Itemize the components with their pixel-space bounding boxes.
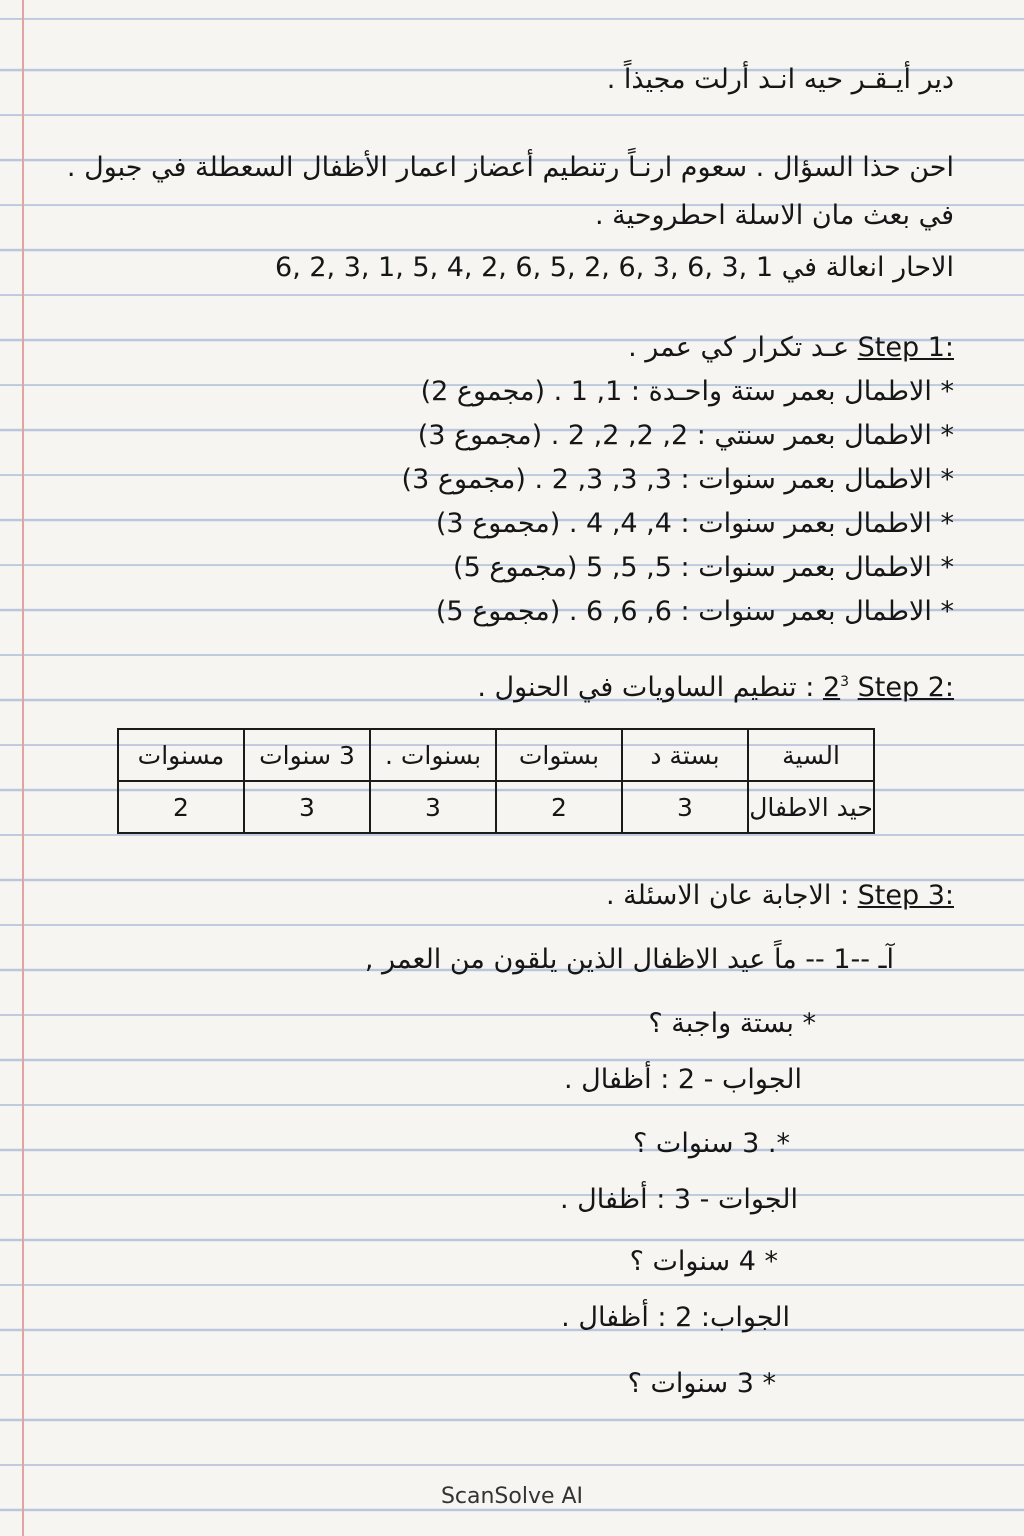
intro-line-3: في بعث مان الاسلة احطروحية . bbox=[594, 200, 954, 231]
ages-list-values: 6, 2, 3, 1, 5, 4, 2, 6, 5, 2, 6, 3, 6, 3, 1 bbox=[275, 252, 773, 283]
table-header-row bbox=[118, 729, 874, 781]
intro-line-2: احن حذا السؤال . سعوم ارنـاً رتنطيم أعضاز اعمار الأظفال السعطلة في جبول . bbox=[66, 152, 954, 183]
ages-list-line bbox=[275, 252, 954, 283]
sub-question: * 3 سنوات ؟ bbox=[627, 1368, 776, 1399]
step2-heading bbox=[477, 672, 954, 703]
sub-question: *. 3 سنوات ؟ bbox=[633, 1128, 790, 1159]
table-cell: حيد الاطفال bbox=[748, 781, 874, 833]
table-cell: بستوات bbox=[496, 729, 622, 781]
table-cell: 2 bbox=[118, 781, 244, 833]
footer-watermark: ScanSolve AI bbox=[440, 1484, 584, 1509]
table-cell: 3 bbox=[622, 781, 748, 833]
step1-item: * الاطمال بعمر سنوات : 5, 5, 5 (مجموع 5) bbox=[453, 552, 954, 583]
step1-heading bbox=[628, 332, 954, 363]
step2-number: $2^3$ bbox=[822, 672, 850, 703]
step1-item: * الاطمال بعمر ستة واحـدة : 1, 1 . (مجموع 2) bbox=[420, 376, 954, 407]
question-line: آـ --1 -- ماً عيد الاظفال الذين يلقون من العمر , bbox=[364, 944, 894, 975]
table-cell: السية bbox=[748, 729, 874, 781]
notebook-margin-line bbox=[22, 0, 24, 1536]
table-row bbox=[118, 781, 874, 833]
table-cell: 3 bbox=[370, 781, 496, 833]
step3-label: Step 3: bbox=[857, 880, 954, 911]
table-cell: 2 bbox=[496, 781, 622, 833]
table-cell: بسنوات . bbox=[370, 729, 496, 781]
table-cell: مسنوات bbox=[118, 729, 244, 781]
step3-heading bbox=[606, 880, 954, 911]
step1-item: * الاطمال بعمر سنوات : 4, 4, 4 . (مجموع 3) bbox=[435, 508, 954, 539]
step1-item: * الاطمال بعمر سنتي : 2, 2, 2, 2 . (مجموع 3) bbox=[417, 420, 954, 451]
age-frequency-table bbox=[117, 728, 875, 834]
ages-list-label: الاحار انعالة في bbox=[781, 252, 954, 283]
step1-item: * الاطمال بعمر سنوات : 3, 3, 3, 2 . (مجموع 3) bbox=[401, 464, 954, 495]
answer-line: الجوات - 3 : أظفال . bbox=[559, 1184, 798, 1215]
sub-question: * 4 سنوات ؟ bbox=[629, 1246, 778, 1277]
sub-question: * بستة واجبة ؟ bbox=[648, 1008, 816, 1039]
table-cell: 3 bbox=[244, 781, 370, 833]
step1-title: عـد تكرار كي عمر . bbox=[628, 332, 850, 363]
table-cell: بستة د bbox=[622, 729, 748, 781]
step1-item: * الاطمال بعمر سنوات : 6, 6, 6 . (مجموع 5) bbox=[435, 596, 954, 627]
answer-line: الجواب - 2 : أظفال . bbox=[563, 1064, 802, 1095]
step1-label: Step 1: bbox=[857, 332, 954, 363]
table-cell: 3 سنوات bbox=[244, 729, 370, 781]
intro-line-1: دير أيـقـر حيه انـد أرلت مجيذاً . bbox=[606, 64, 954, 95]
answer-line: الجواب: 2 : أظفال . bbox=[561, 1302, 790, 1333]
step2-label: Step 2: bbox=[857, 672, 954, 703]
step3-title: : الاجابة عان الاسئلة . bbox=[605, 880, 850, 911]
step2-title: : تنطيم الساويات في الحنول . bbox=[477, 672, 815, 703]
